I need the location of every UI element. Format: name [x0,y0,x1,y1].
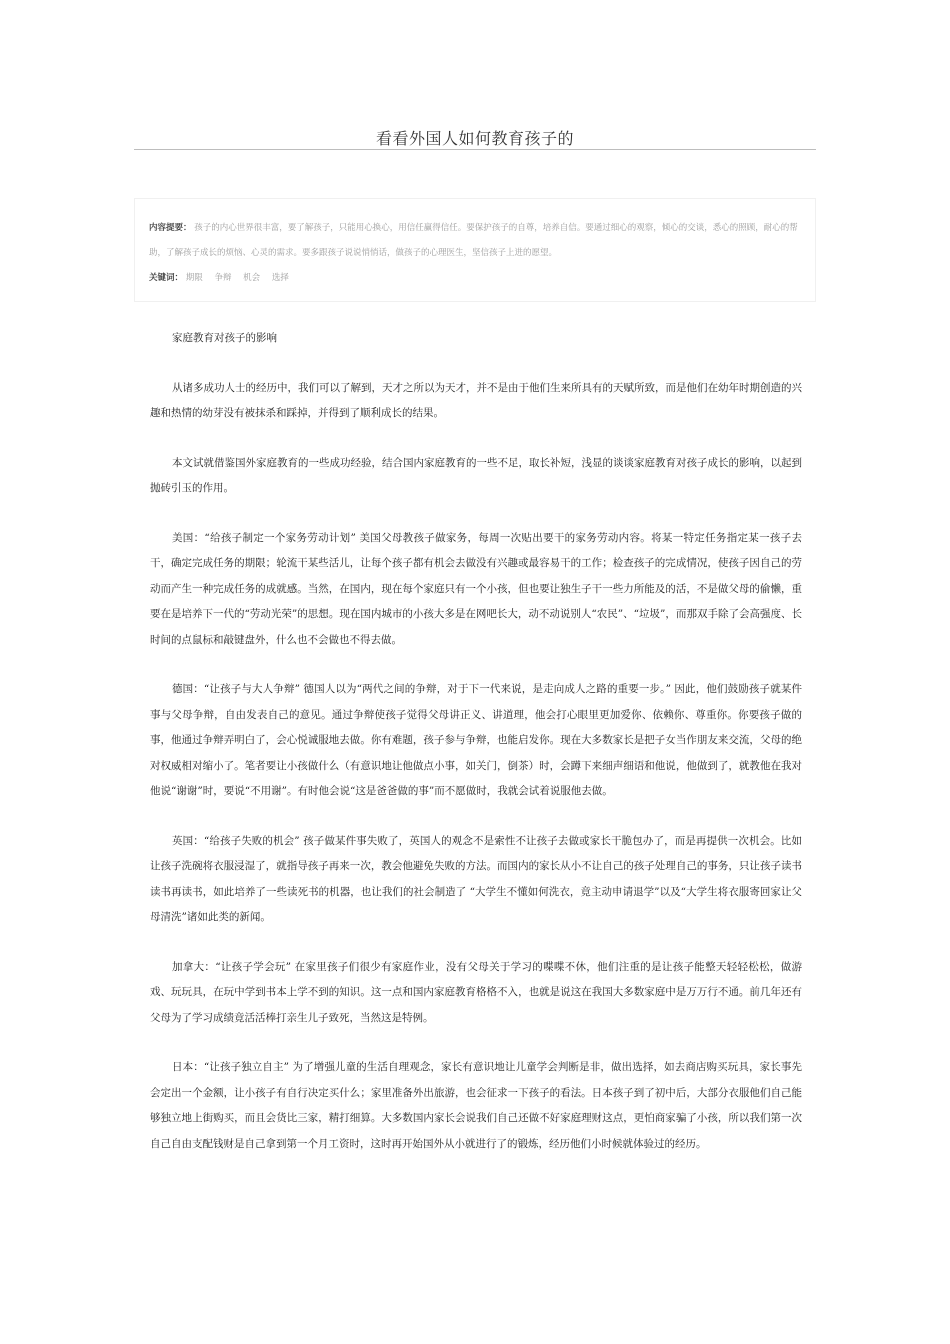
section-heading: 家庭教育对孩子的影响 [172,332,277,344]
document-title: 看看外国人如何教育孩子的 [375,129,574,148]
body-paragraph: 德国：“让孩子与大人争辩” 德国人以为“两代之间的争辩，对于下一代来说，是走向成人之路的重要一步。” 因此，他们鼓励孩子就某件事与父母争辩，自由发表自己的意见。通过争辩使孩子觉得父母讲正义、讲道理，他会打心眼里更加爱你、依赖你、尊重你。你要孩子做的事，他通过争辩弄明白了，会心悦诚服地去做。你有难题，孩子参与争辩，也能启发你。现在大多数家长是把子女当作朋友来交流，父母的绝对权威相对缩小了。笔者要让小孩做什么（有意识地让他做点小事，如关门，倒茶）时，会蹲下来细声细语和他说，他做到了，就教他在我对他说“谢谢”时，要说“不用谢”。有时他会说“这是爸爸做的事”而不愿做时，我就会试着说服他去做。 [150,683,802,797]
keywords-label: 关键词： [149,273,184,283]
summary-paragraph [149,216,803,266]
article-body [150,326,802,1181]
keywords-row [149,266,803,291]
body-paragraph: 日本：“让孩子独立自主” 为了增强儿童的生活自理观念，家长有意识地让儿童学会判断是非，做出选择，如去商店购买玩具，家长事先会定出一个金额，让小孩子有自行决定买什么；家里准备外出旅游，也会征求一下孩子的看法。日本孩子到了初中后，大部分衣服他们自己能够独立地上街购买，而且会货比三家，精打细算。大多数国内家长会说我们自己还做不好家庭理财这点，更怕商家骗了小孩，所以我们第一次自己自由支配钱财是自己拿到第一个月工资时，这时再开始国外从小就进行了的锻炼，经历他们小时候就体验过的经历。 [150,1061,802,1150]
summary-box [134,198,816,302]
keyword-item: 争辩 [214,273,232,283]
body-paragraph: 从诸多成功人士的经历中，我们可以了解到，天才之所以为天才，并不是由于他们生来所具有的天赋所致，而是他们在幼年时期创造的兴趣和热情的幼芽没有被抹杀和踩掉，并得到了顺利成长的结果。 [150,381,802,419]
keyword-item: 机会 [243,273,261,283]
body-paragraph: 加拿大：“让孩子学会玩” 在家里孩子们很少有家庭作业，没有父母关于学习的喋喋不休，他们注重的是让孩子能整天轻轻松松，做游戏、玩玩具，在玩中学到书本上学不到的知识。这一点和国内家庭教育格格不入，也就是说这在我国大多数家庭中是万万行不通。前几年还有父母为了学习成绩竟活活棒打亲生儿子致死，当然这是特例。 [150,960,802,1024]
keyword-item: 期限 [185,273,203,283]
title-divider [134,149,816,150]
body-paragraph: 美国：“给孩子制定一个家务劳动计划” 美国父母教孩子做家务，每周一次贴出要干的家务劳动内容。将某一特定任务指定某一孩子去干，确定完成任务的期限；轮流干某些活儿，让每个孩子都有机会去做没有兴趣或最容易干的工作；检查孩子的完成情况，使孩子因自己的劳动而产生一种完成任务的成就感。当然，在国内，现在每个家庭只有一个小孩，但也要让独生子干一些力所能及的活，不是做父母的偷懒，重要在是培养下一代的“劳动光荣”的思想。现在国内城市的小孩大多是在网吧长大，动不动说别人“农民”、“垃圾”，而那双手除了会高强度、长时间的点鼠标和敲键盘外，什么也不会做也不得去做。 [150,531,802,646]
body-paragraph: 英国：“给孩子失败的机会” 孩子做某件事失败了，英国人的观念不是索性不让孩子去做或家长干脆包办了，而是再提供一次机会。比如让孩子洗碗将衣服浸湿了，就指导孩子再来一次，教会他避免失败的方法。而国内的家长从小不让自己的孩子处理自己的事务，只让孩子读书读书再读书，如此培养了一些读死书的机器，也让我们的社会制造了 “大学生不懂如何洗衣，竟主动申请退学”以及“大学生将衣服寄回家让父母清洗”诸如此类的新闻。 [150,834,802,923]
keyword-item: 选择 [271,273,289,283]
summary-label: 内容提要： [149,223,192,233]
body-paragraph: 本文试就借鉴国外家庭教育的一些成功经验，结合国内家庭教育的一些不足，取长补短，浅显的谈谈家庭教育对孩子成长的影响，以起到抛砖引玉的作用。 [150,456,802,494]
summary-text: 孩子的内心世界很丰富，要了解孩子，只能用心换心，用信任赢得信任。要保护孩子的自尊，培养自信。要通过细心的观察，倾心的交谈，悉心的照顾，耐心的帮助，了解孩子成长的烦恼、心灵的需求。要多跟孩子说说悄悄话，做孩子的心理医生，坚信孩子上进的愿望。 [149,223,798,258]
